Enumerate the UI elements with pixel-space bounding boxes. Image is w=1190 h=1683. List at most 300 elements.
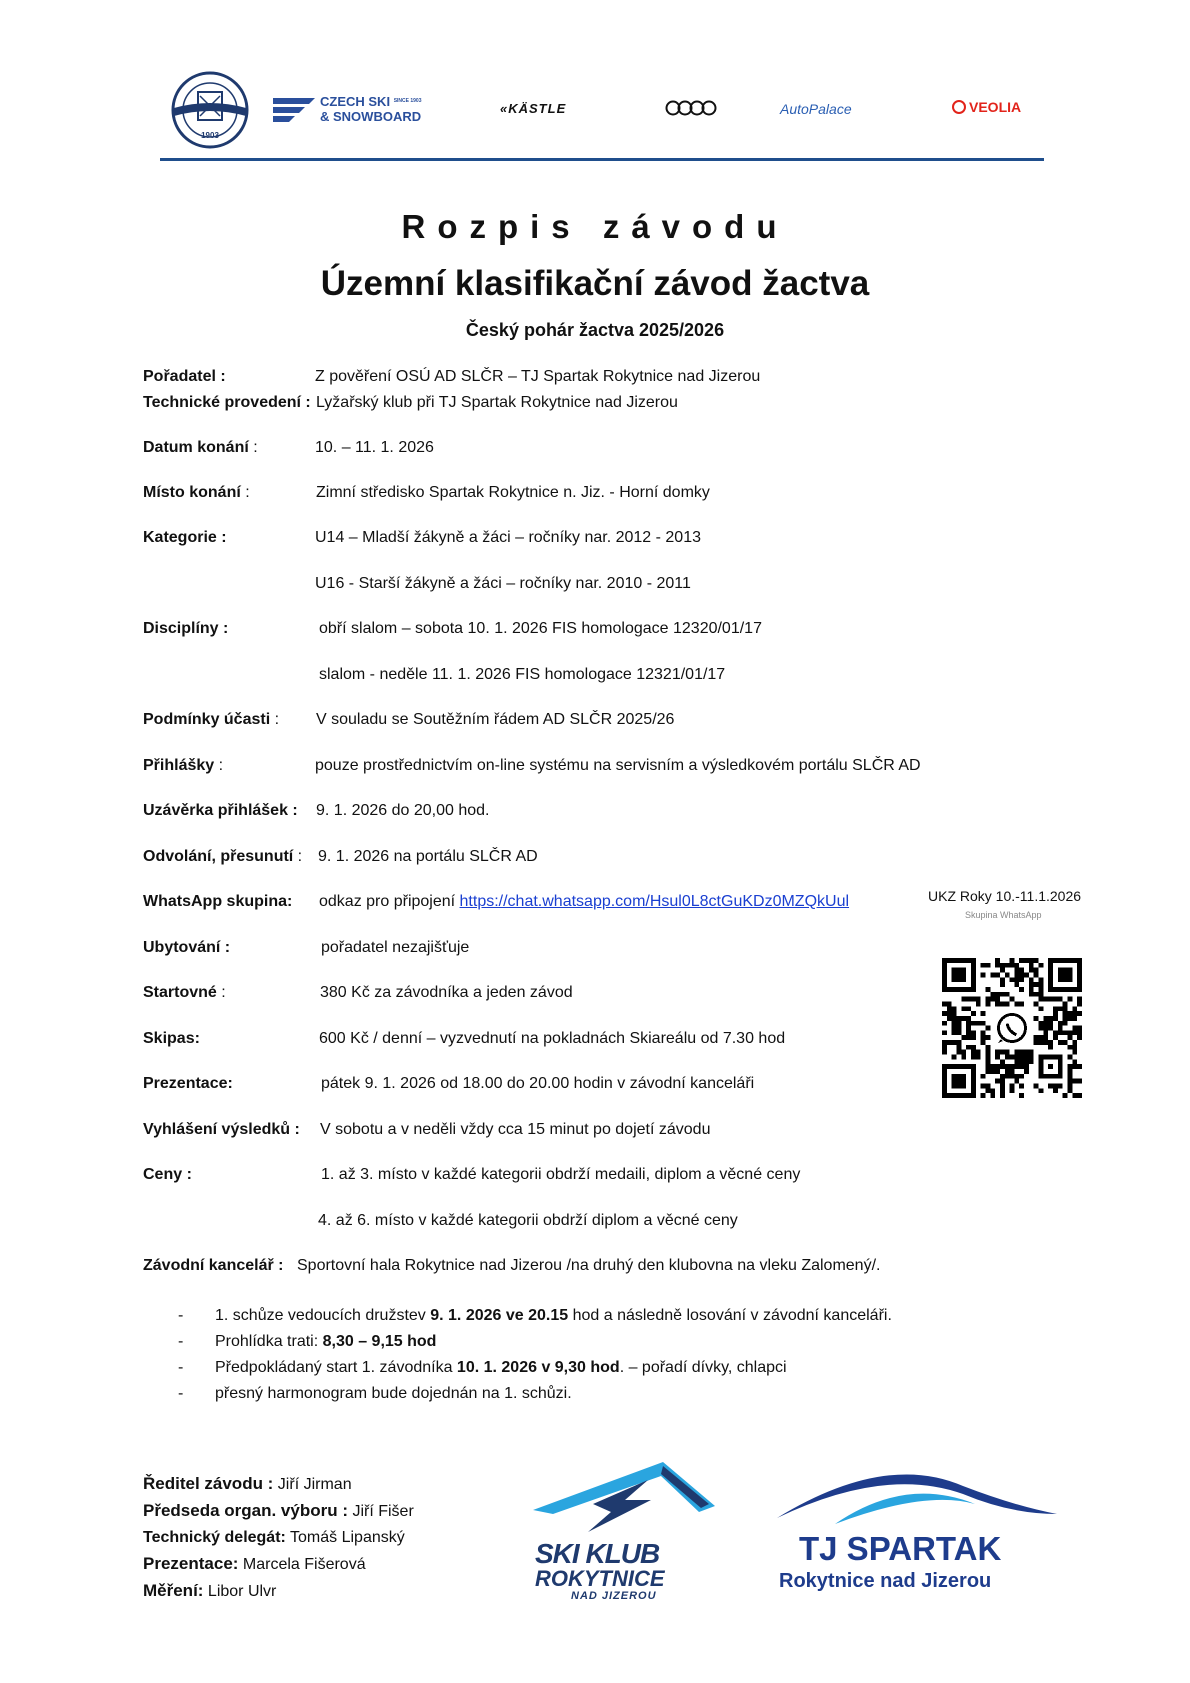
official-name: Libor Ulvr bbox=[203, 1583, 277, 1600]
ceny-label: Ceny : bbox=[143, 1166, 192, 1183]
qr-module bbox=[1072, 1011, 1077, 1016]
qr-module bbox=[995, 1079, 1000, 1084]
qr-module bbox=[1048, 1026, 1053, 1031]
qr-module bbox=[942, 1011, 947, 1016]
qr-module bbox=[1072, 1059, 1077, 1064]
qr-module bbox=[942, 1040, 947, 1045]
qr-module bbox=[1058, 1030, 1063, 1035]
qr-module bbox=[966, 1026, 971, 1031]
qr-module bbox=[1063, 1021, 1068, 1026]
qr-subcaption: Skupina WhatsApp bbox=[965, 910, 1042, 920]
qr-module bbox=[995, 992, 1000, 997]
qr-module bbox=[1043, 997, 1048, 1002]
qr-module bbox=[1053, 1084, 1058, 1089]
official-row bbox=[143, 1527, 405, 1547]
qr-module bbox=[985, 997, 990, 1002]
veolia-text: VEOLIA bbox=[969, 99, 1022, 115]
qr-module bbox=[985, 1084, 990, 1089]
list-dash: - bbox=[178, 1359, 184, 1376]
ski-klub-mountain-icon bbox=[533, 1462, 723, 1542]
qr-module bbox=[995, 1001, 1000, 1006]
qr-module bbox=[1014, 1050, 1019, 1055]
qr-module bbox=[1019, 1084, 1024, 1089]
tj-spartak-arc-icon bbox=[775, 1462, 1060, 1532]
qr-module bbox=[1072, 1079, 1077, 1084]
qr-module bbox=[961, 1055, 966, 1060]
qr-module bbox=[966, 1006, 971, 1011]
tj-spartak-line1: TJ SPARTAK bbox=[799, 1530, 1002, 1567]
official-row bbox=[143, 1581, 276, 1601]
qr-module bbox=[1068, 1030, 1073, 1035]
whatsapp-link[interactable]: https://chat.whatsapp.com/Hsul0L8ctGuKDz0MZQkUul bbox=[459, 893, 850, 910]
vyhlaseni-value: V sobotu a v neděli vždy cca 15 minut po dojetí závodu bbox=[320, 1121, 711, 1138]
qr-module bbox=[952, 1021, 957, 1026]
official-role: Předseda organ. výboru : bbox=[143, 1501, 348, 1520]
qr-module bbox=[985, 963, 990, 968]
document-subtitle: Územní klasifikační závod žactva bbox=[320, 264, 870, 303]
qr-module bbox=[942, 1045, 947, 1050]
qr-module bbox=[981, 1030, 986, 1035]
document-title: Rozpis závodu bbox=[401, 208, 789, 245]
discipliny-value-1: obří slalom – sobota 10. 1. 2026 FIS homologace 12320/01/17 bbox=[319, 620, 762, 637]
kategorie-label: Kategorie : bbox=[143, 529, 227, 546]
qr-module bbox=[1039, 977, 1044, 982]
qr-module bbox=[961, 1035, 966, 1040]
qr-module bbox=[1048, 1016, 1053, 1021]
qr-module bbox=[1039, 1021, 1044, 1026]
qr-module bbox=[1000, 1059, 1005, 1064]
qr-module bbox=[952, 1055, 957, 1060]
qr-module bbox=[1010, 1069, 1015, 1074]
qr-module bbox=[956, 1030, 961, 1035]
qr-module bbox=[1077, 997, 1082, 1002]
qr-module bbox=[976, 1050, 981, 1055]
qr-module bbox=[956, 1045, 961, 1050]
qr-module bbox=[961, 1016, 966, 1021]
qr-module bbox=[995, 972, 1000, 977]
qr-module bbox=[985, 1035, 990, 1040]
official-role: Měření: bbox=[143, 1581, 204, 1600]
qr-module bbox=[966, 1021, 971, 1026]
discipliny-value-2: slalom - neděle 11. 1. 2026 FIS homologace 12321/01/17 bbox=[319, 666, 726, 683]
qr-module bbox=[1072, 1030, 1077, 1035]
whatsapp-value bbox=[319, 893, 849, 911]
qr-module bbox=[1000, 963, 1005, 968]
list-item-bold: 8,30 – 9,15 hod bbox=[322, 1333, 437, 1350]
qr-module bbox=[947, 1040, 952, 1045]
qr-module bbox=[1077, 1011, 1082, 1016]
podminky-label-suffix: : bbox=[270, 711, 280, 728]
qr-module bbox=[1039, 963, 1044, 968]
official-role: Technický delegát: bbox=[143, 1529, 286, 1546]
qr-module bbox=[1072, 1064, 1077, 1069]
whatsapp-qr-code[interactable] bbox=[942, 958, 1082, 1098]
uzaverka-value: 9. 1. 2026 do 20,00 hod. bbox=[316, 802, 490, 819]
qr-module bbox=[1010, 958, 1015, 963]
poradatel-label: Pořadatel : bbox=[143, 368, 226, 385]
qr-module bbox=[1048, 1084, 1053, 1089]
qr-module bbox=[961, 1006, 966, 1011]
qr-module bbox=[1043, 1035, 1048, 1040]
technicke-label: Technické provedení : bbox=[143, 394, 311, 411]
qr-module bbox=[1014, 968, 1019, 973]
whatsapp-label: WhatsApp skupina: bbox=[143, 893, 293, 910]
official-name: Jiří Jirman bbox=[273, 1476, 352, 1493]
qr-module bbox=[1068, 1088, 1073, 1093]
qr-module bbox=[1029, 987, 1034, 992]
qr-module bbox=[1058, 997, 1063, 1002]
prezentace-label: Prezentace: bbox=[143, 1075, 233, 1092]
qr-module bbox=[1034, 1035, 1039, 1040]
qr-module bbox=[990, 1069, 995, 1074]
qr-module bbox=[1029, 1050, 1034, 1055]
qr-module bbox=[1000, 1050, 1005, 1055]
qr-module bbox=[1039, 982, 1044, 987]
uzaverka-label: Uzávěrka přihlášek : bbox=[143, 802, 298, 819]
qr-module bbox=[942, 1030, 947, 1035]
qr-module bbox=[995, 963, 1000, 968]
qr-module bbox=[947, 1006, 952, 1011]
qr-module bbox=[1029, 977, 1034, 982]
czech-ski-logo-text bbox=[320, 94, 421, 124]
qr-module bbox=[1077, 1035, 1082, 1040]
qr-module bbox=[1034, 972, 1039, 977]
ski-klub-line2: ROKYTNICE bbox=[535, 1566, 665, 1591]
qr-module bbox=[1068, 1045, 1073, 1050]
qr-module bbox=[1019, 1001, 1024, 1006]
veolia-logo bbox=[952, 99, 1021, 115]
qr-module bbox=[1034, 982, 1039, 987]
qr-module bbox=[1039, 1035, 1044, 1040]
qr-module bbox=[995, 1064, 1000, 1069]
whatsapp-prefix: odkaz pro připojení bbox=[319, 893, 460, 910]
qr-module bbox=[1000, 968, 1005, 973]
qr-module bbox=[1000, 1001, 1005, 1006]
ubytovani-value: pořadatel nezajišťuje bbox=[321, 939, 470, 956]
poradatel-value: Z pověření OSÚ AD SLČR – TJ Spartak Rokytnice nad Jizerou bbox=[315, 368, 761, 385]
qr-module bbox=[1034, 992, 1039, 997]
qr-module bbox=[1039, 1088, 1044, 1093]
qr-module bbox=[1072, 1050, 1077, 1055]
qr-module bbox=[1034, 1040, 1039, 1045]
qr-module bbox=[995, 958, 1000, 963]
qr-module bbox=[1034, 1001, 1039, 1006]
startovne-label-suffix: : bbox=[216, 984, 226, 1001]
kategorie-value-1: U14 – Mladší žákyně a žáci – ročníky nar. 2012 - 2013 bbox=[315, 529, 701, 546]
qr-module bbox=[1010, 1055, 1015, 1060]
startovne-label-text: Startovné bbox=[143, 984, 217, 1001]
datum-label-text: Datum konání bbox=[143, 439, 249, 456]
qr-module bbox=[1063, 1016, 1068, 1021]
qr-module bbox=[976, 997, 981, 1002]
qr-module bbox=[1048, 997, 1053, 1002]
datum-value: 10. – 11. 1. 2026 bbox=[315, 439, 434, 456]
qr-module bbox=[1024, 1064, 1029, 1069]
misto-value: Zimní středisko Spartak Rokytnice n. Jiz. - Horní domky bbox=[316, 484, 710, 501]
qr-module bbox=[1000, 1088, 1005, 1093]
qr-module bbox=[1068, 1016, 1073, 1021]
header-divider bbox=[160, 158, 1044, 161]
qr-module bbox=[985, 1045, 990, 1050]
list-item-text-2: . – pořadí dívky, chlapci bbox=[619, 1359, 787, 1376]
qr-module bbox=[942, 1050, 947, 1055]
qr-module bbox=[1019, 968, 1024, 973]
qr-module bbox=[971, 1021, 976, 1026]
qr-module bbox=[1058, 1040, 1063, 1045]
qr-module bbox=[1053, 1016, 1058, 1021]
official-row bbox=[143, 1554, 366, 1574]
qr-module bbox=[1010, 1064, 1015, 1069]
qr-module bbox=[990, 992, 995, 997]
kategorie-value-2: U16 - Starší žákyně a žáci – ročníky nar. 2010 - 2011 bbox=[315, 575, 691, 592]
ceny-value-2: 4. až 6. místo v každé kategorii obdrží diplom a věcné ceny bbox=[318, 1212, 738, 1229]
qr-module bbox=[1063, 1011, 1068, 1016]
qr-module bbox=[971, 1035, 976, 1040]
qr-module bbox=[1010, 977, 1015, 982]
qr-module bbox=[1039, 987, 1044, 992]
czech-ski-stripes-icon bbox=[273, 96, 315, 124]
qr-module bbox=[1014, 1079, 1019, 1084]
qr-module bbox=[985, 1026, 990, 1031]
qr-module bbox=[976, 1055, 981, 1060]
qr-module bbox=[1029, 982, 1034, 987]
ski-klub-logo bbox=[533, 1462, 723, 1602]
podminky-label bbox=[143, 711, 279, 729]
list-item-text-1: 1. schůze vedoucích družstev bbox=[215, 1307, 431, 1324]
qr-caption: UKZ Roky 10.-11.1.2026 bbox=[928, 888, 1082, 904]
qr-module bbox=[1077, 1001, 1082, 1006]
qr-module bbox=[1043, 1016, 1048, 1021]
odvolani-label-text: Odvolání, přesunutí bbox=[143, 848, 294, 865]
qr-module bbox=[981, 963, 986, 968]
qr-module bbox=[995, 1055, 1000, 1060]
czech-ski-line1: CZECH SKI bbox=[320, 94, 391, 109]
qr-module bbox=[1072, 1093, 1077, 1098]
startovne-label bbox=[143, 984, 226, 1002]
misto-label-suffix: : bbox=[240, 484, 250, 501]
qr-module bbox=[985, 1055, 990, 1060]
qr-module bbox=[1053, 1035, 1058, 1040]
qr-module bbox=[1000, 1093, 1005, 1098]
qr-module bbox=[1039, 997, 1044, 1002]
qr-module bbox=[1048, 1045, 1053, 1050]
qr-module bbox=[1072, 1006, 1077, 1011]
qr-module bbox=[947, 1001, 952, 1006]
qr-module bbox=[1058, 1084, 1063, 1089]
czech-ski-since: SINCE 1903 bbox=[393, 98, 422, 104]
qr-module bbox=[956, 1016, 961, 1021]
list-item-text bbox=[215, 1359, 787, 1377]
autopalace-text: AutoPalace bbox=[780, 101, 852, 117]
official-name: Marcela Fišerová bbox=[238, 1556, 366, 1573]
qr-module bbox=[952, 1011, 957, 1016]
qr-module bbox=[1005, 1069, 1010, 1074]
qr-module bbox=[942, 1021, 947, 1026]
list-item-bold: 10. 1. 2026 v 9,30 hod bbox=[456, 1359, 620, 1376]
qr-module bbox=[1068, 1069, 1073, 1074]
qr-module bbox=[1068, 1035, 1073, 1040]
veolia-icon bbox=[952, 100, 966, 114]
czech-ski-line2: & SNOWBOARD bbox=[320, 109, 422, 124]
qr-module bbox=[985, 1059, 990, 1064]
kastle-mark-icon: « bbox=[500, 101, 509, 116]
misto-label bbox=[143, 484, 250, 502]
qr-module bbox=[1029, 1055, 1034, 1060]
qr-module bbox=[1010, 963, 1015, 968]
tj-spartak-logo bbox=[775, 1462, 1060, 1602]
qr-module bbox=[1029, 1059, 1034, 1064]
kancelar-label: Závodní kancelář : bbox=[143, 1257, 284, 1274]
cup-title: Český pohár žactva 2025/2026 bbox=[465, 320, 725, 340]
qr-module bbox=[985, 1050, 990, 1055]
qr-module bbox=[976, 1021, 981, 1026]
qr-module bbox=[1014, 1001, 1019, 1006]
qr-module bbox=[1048, 1040, 1053, 1045]
prihlasky-value: pouze prostřednictvím on-line systému na servisním a výsledkovém portálu SLČR AD bbox=[315, 757, 921, 774]
svg-text:1903: 1903 bbox=[201, 131, 219, 140]
qr-module bbox=[1072, 1026, 1077, 1031]
qr-module bbox=[966, 1035, 971, 1040]
qr-module bbox=[1005, 1001, 1010, 1006]
qr-module bbox=[1029, 963, 1034, 968]
qr-module bbox=[966, 1045, 971, 1050]
autopalace-logo bbox=[780, 101, 852, 117]
startovne-value: 380 Kč za závodníka a jeden závod bbox=[320, 984, 573, 1001]
qr-module bbox=[961, 1050, 966, 1055]
ski-klub-line1: SKI KLUB bbox=[535, 1538, 660, 1569]
qr-module bbox=[1039, 992, 1044, 997]
qr-module bbox=[1019, 1050, 1024, 1055]
qr-module bbox=[990, 1088, 995, 1093]
list-item-text bbox=[215, 1385, 572, 1403]
official-role: Prezentace: bbox=[143, 1554, 239, 1573]
qr-module bbox=[952, 1030, 957, 1035]
qr-module bbox=[1014, 972, 1019, 977]
qr-module bbox=[1000, 992, 1005, 997]
qr-module bbox=[1039, 1026, 1044, 1031]
technicke-value: Lyžařský klub při TJ Spartak Rokytnice nad Jizerou bbox=[316, 394, 678, 411]
qr-module bbox=[1005, 972, 1010, 977]
header-logos bbox=[160, 70, 1060, 150]
qr-module bbox=[952, 1026, 957, 1031]
qr-module bbox=[1000, 982, 1005, 987]
podminky-value: V souladu se Soutěžním řádem AD SLČR 2025/26 bbox=[316, 711, 675, 728]
ceny-value-1: 1. až 3. místo v každé kategorii obdrží medaili, diplom a věcné ceny bbox=[321, 1166, 801, 1183]
qr-module bbox=[1024, 958, 1029, 963]
qr-module bbox=[966, 1030, 971, 1035]
qr-module bbox=[981, 1093, 986, 1098]
ski-klub-line3: NAD JIZEROU bbox=[571, 1590, 657, 1602]
qr-module bbox=[981, 1074, 986, 1079]
qr-module bbox=[1029, 958, 1034, 963]
qr-module bbox=[1068, 1064, 1073, 1069]
podminky-label-text: Podmínky účasti bbox=[143, 711, 271, 728]
qr-module bbox=[1058, 1006, 1063, 1011]
qr-module bbox=[1053, 1011, 1058, 1016]
qr-module bbox=[1010, 1084, 1015, 1089]
qr-module bbox=[952, 1040, 957, 1045]
list-item-text-1: přesný harmonogram bude dojednán na 1. schůzi. bbox=[215, 1385, 572, 1402]
qr-module bbox=[1019, 1074, 1024, 1079]
qr-module bbox=[1053, 1030, 1058, 1035]
qr-module bbox=[1014, 963, 1019, 968]
qr-module bbox=[1014, 1055, 1019, 1060]
qr-module bbox=[1068, 1079, 1073, 1084]
qr-module bbox=[1077, 1030, 1082, 1035]
qr-module bbox=[1072, 1045, 1077, 1050]
official-row bbox=[143, 1474, 352, 1494]
qr-module bbox=[985, 1001, 990, 1006]
audi-rings-logo bbox=[665, 100, 717, 116]
qr-module bbox=[1072, 1040, 1077, 1045]
qr-module bbox=[1019, 987, 1024, 992]
qr-module bbox=[1029, 968, 1034, 973]
list-item-text bbox=[215, 1307, 892, 1325]
list-item-text-2: hod a následně losování v závodní kanceláři. bbox=[568, 1307, 892, 1324]
qr-module bbox=[995, 1069, 1000, 1074]
skipas-label: Skipas: bbox=[143, 1030, 200, 1047]
vyhlaseni-label: Vyhlášení výsledků : bbox=[143, 1121, 300, 1138]
qr-module bbox=[990, 972, 995, 977]
qr-module bbox=[1014, 977, 1019, 982]
qr-module bbox=[956, 1021, 961, 1026]
list-dash: - bbox=[178, 1307, 184, 1324]
qr-module bbox=[1068, 1084, 1073, 1089]
qr-module bbox=[1077, 1079, 1082, 1084]
qr-module bbox=[1053, 997, 1058, 1002]
qr-module bbox=[1019, 977, 1024, 982]
qr-module bbox=[971, 1011, 976, 1016]
odvolani-label-suffix: : bbox=[293, 848, 303, 865]
qr-module bbox=[1043, 1040, 1048, 1045]
qr-module bbox=[1072, 1016, 1077, 1021]
qr-module bbox=[1039, 1006, 1044, 1011]
qr-module bbox=[985, 1069, 990, 1074]
tj-spartak-line2: Rokytnice nad Jizerou bbox=[779, 1570, 992, 1592]
qr-module bbox=[1034, 958, 1039, 963]
list-item-bold: 9. 1. 2026 ve 20.15 bbox=[430, 1307, 569, 1324]
official-role: Ředitel závodu : bbox=[143, 1474, 274, 1493]
qr-module bbox=[1063, 1006, 1068, 1011]
qr-module bbox=[976, 1001, 981, 1006]
qr-module bbox=[1053, 1006, 1058, 1011]
qr-module bbox=[1058, 1026, 1063, 1031]
qr-module bbox=[1019, 1064, 1024, 1069]
qr-module bbox=[1034, 1016, 1039, 1021]
kancelar-value: Sportovní hala Rokytnice nad Jizerou /na druhý den klubovna na vleku Zalomený/. bbox=[297, 1257, 881, 1274]
discipliny-label: Disciplíny : bbox=[143, 620, 229, 637]
qr-module bbox=[1068, 1011, 1073, 1016]
datum-label-suffix: : bbox=[248, 439, 258, 456]
official-name: Tomáš Lipanský bbox=[285, 1529, 405, 1546]
qr-module bbox=[952, 1016, 957, 1021]
prihlasky-label-suffix: : bbox=[214, 757, 224, 774]
kastle-text: KÄSTLE bbox=[508, 101, 567, 116]
qr-module bbox=[1019, 1055, 1024, 1060]
list-dash: - bbox=[178, 1385, 184, 1402]
list-item-text-1: Předpokládaný start 1. závodníka bbox=[215, 1359, 457, 1376]
qr-module bbox=[1019, 1093, 1024, 1098]
qr-module bbox=[1034, 968, 1039, 973]
qr-module bbox=[1068, 1055, 1073, 1060]
qr-module bbox=[966, 1016, 971, 1021]
qr-module bbox=[1019, 958, 1024, 963]
qr-module bbox=[971, 997, 976, 1002]
qr-module bbox=[1000, 1064, 1005, 1069]
qr-module bbox=[1068, 997, 1073, 1002]
qr-module bbox=[1077, 1064, 1082, 1069]
qr-module bbox=[1000, 1074, 1005, 1079]
